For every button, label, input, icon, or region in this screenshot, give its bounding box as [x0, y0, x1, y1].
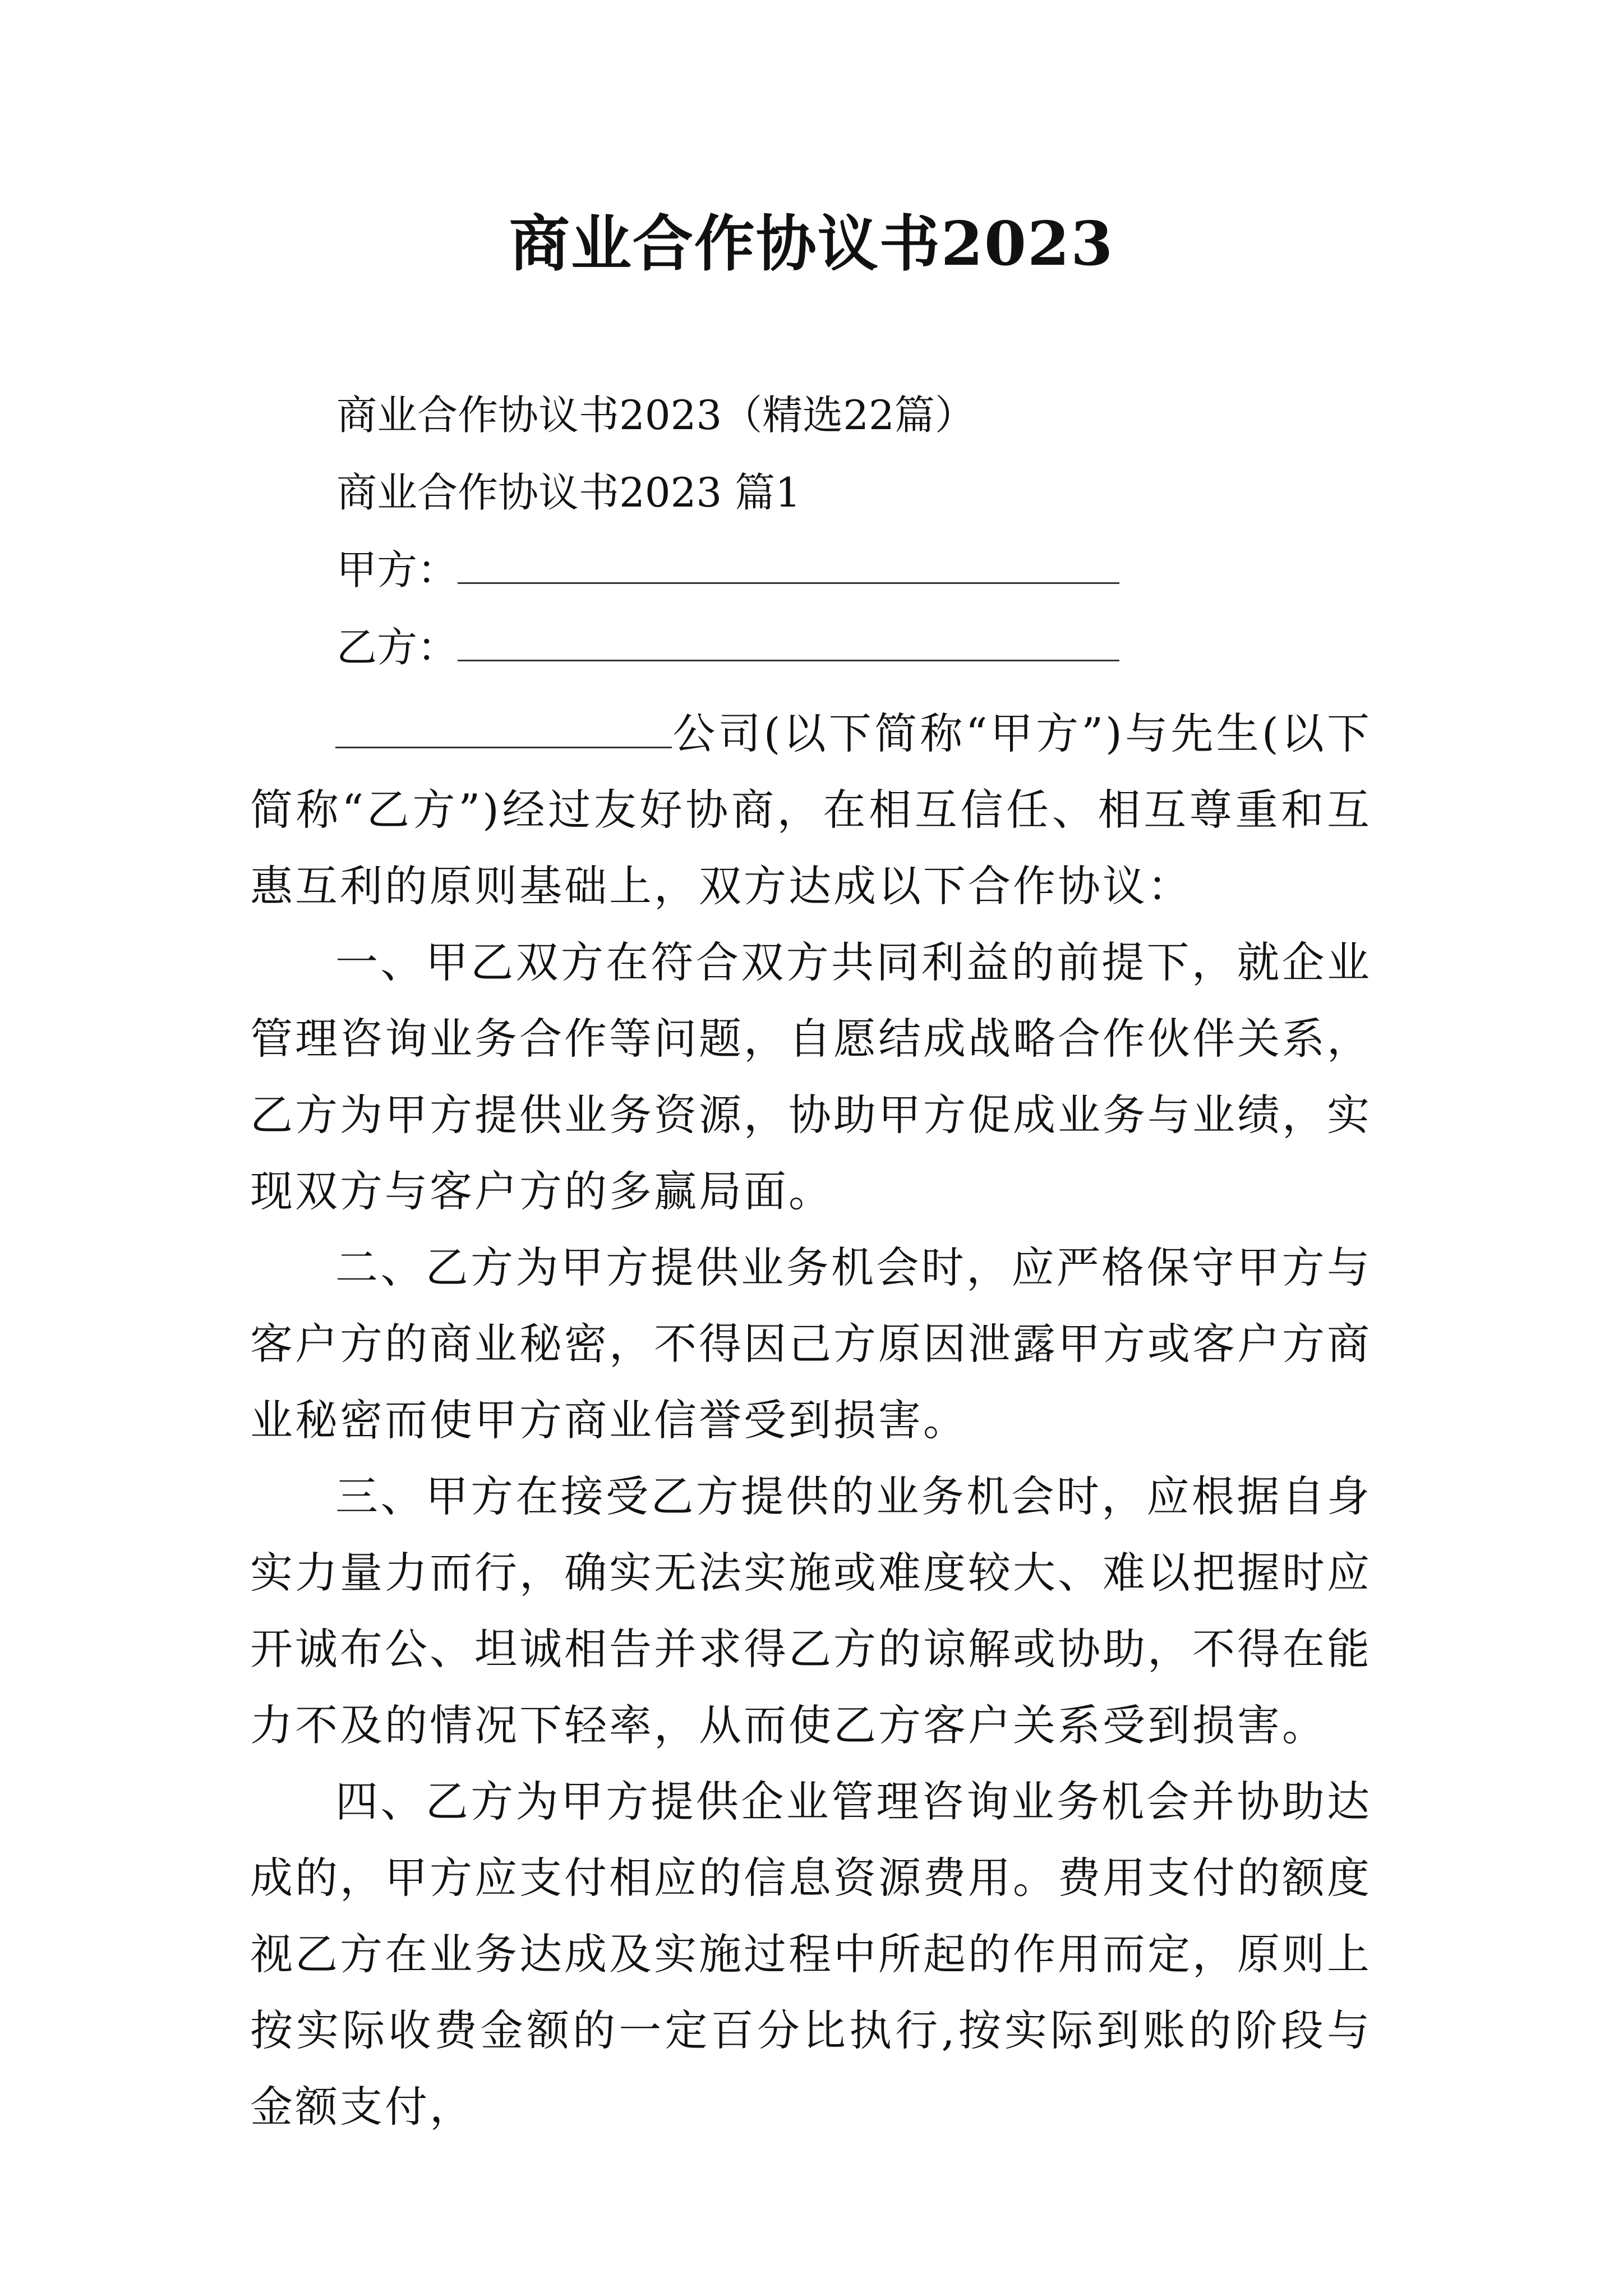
company-name-blank	[335, 711, 672, 748]
party-a-label: 甲方：	[336, 546, 458, 593]
clause-4: 四、乙方为甲方提供企业管理咨询业务机会并协助达成的，甲方应支付相应的信息资源费用。费用支付的额度视乙方在业务达成及实施过程中所起的作用而定，原则上按实际收费金额的一定百分比执行,按实际到账的阶段与金额支付，	[250, 1777, 1372, 2132]
clause-3: 三、甲方在接受乙方提供的业务机会时，应根据自身实力量力而行，确实无法实施或难度较大、难以把握时应开诚布公、坦诚相告并求得乙方的谅解或协助，不得在能力不及的情况下轻率，从而使乙方客户关系受到损害。	[250, 1471, 1372, 1750]
clause-1: 一、甲乙双方在符合双方共同利益的前提下，就企业管理咨询业务合作等问题，自愿结成战略合作伙伴关系，乙方为甲方提供业务资源，协助甲方促成业务与业绩，实现双方与客户方的多赢局面。	[250, 937, 1372, 1216]
section-heading: 商业合作协议书2023 篇1	[336, 469, 801, 516]
clause-2: 二、乙方为甲方提供业务机会时，应严格保守甲方与客户方的商业秘密，不得因己方原因泄露甲方或客户方商业秘密而使甲方商业信誉受到损害。	[250, 1243, 1372, 1445]
party-a-line	[336, 542, 1119, 598]
document-body	[250, 696, 1372, 2145]
document-title: 商业合作协议书2023	[509, 209, 1114, 279]
intro-paragraph	[250, 696, 1372, 924]
intro-text: 公司(以下简称“甲方”)与先生(以下简称“乙方”)经过友好协商，在相互信任、相互尊重和互惠互利的原则基础上，双方达成以下合作协议：	[250, 708, 1372, 911]
party-b-label: 乙方：	[336, 624, 458, 671]
party-a-blank	[458, 549, 1119, 584]
party-b-line	[336, 619, 1119, 675]
document-subtitle: 商业合作协议书2023（精选22篇）	[336, 392, 975, 439]
party-b-blank	[458, 626, 1119, 661]
